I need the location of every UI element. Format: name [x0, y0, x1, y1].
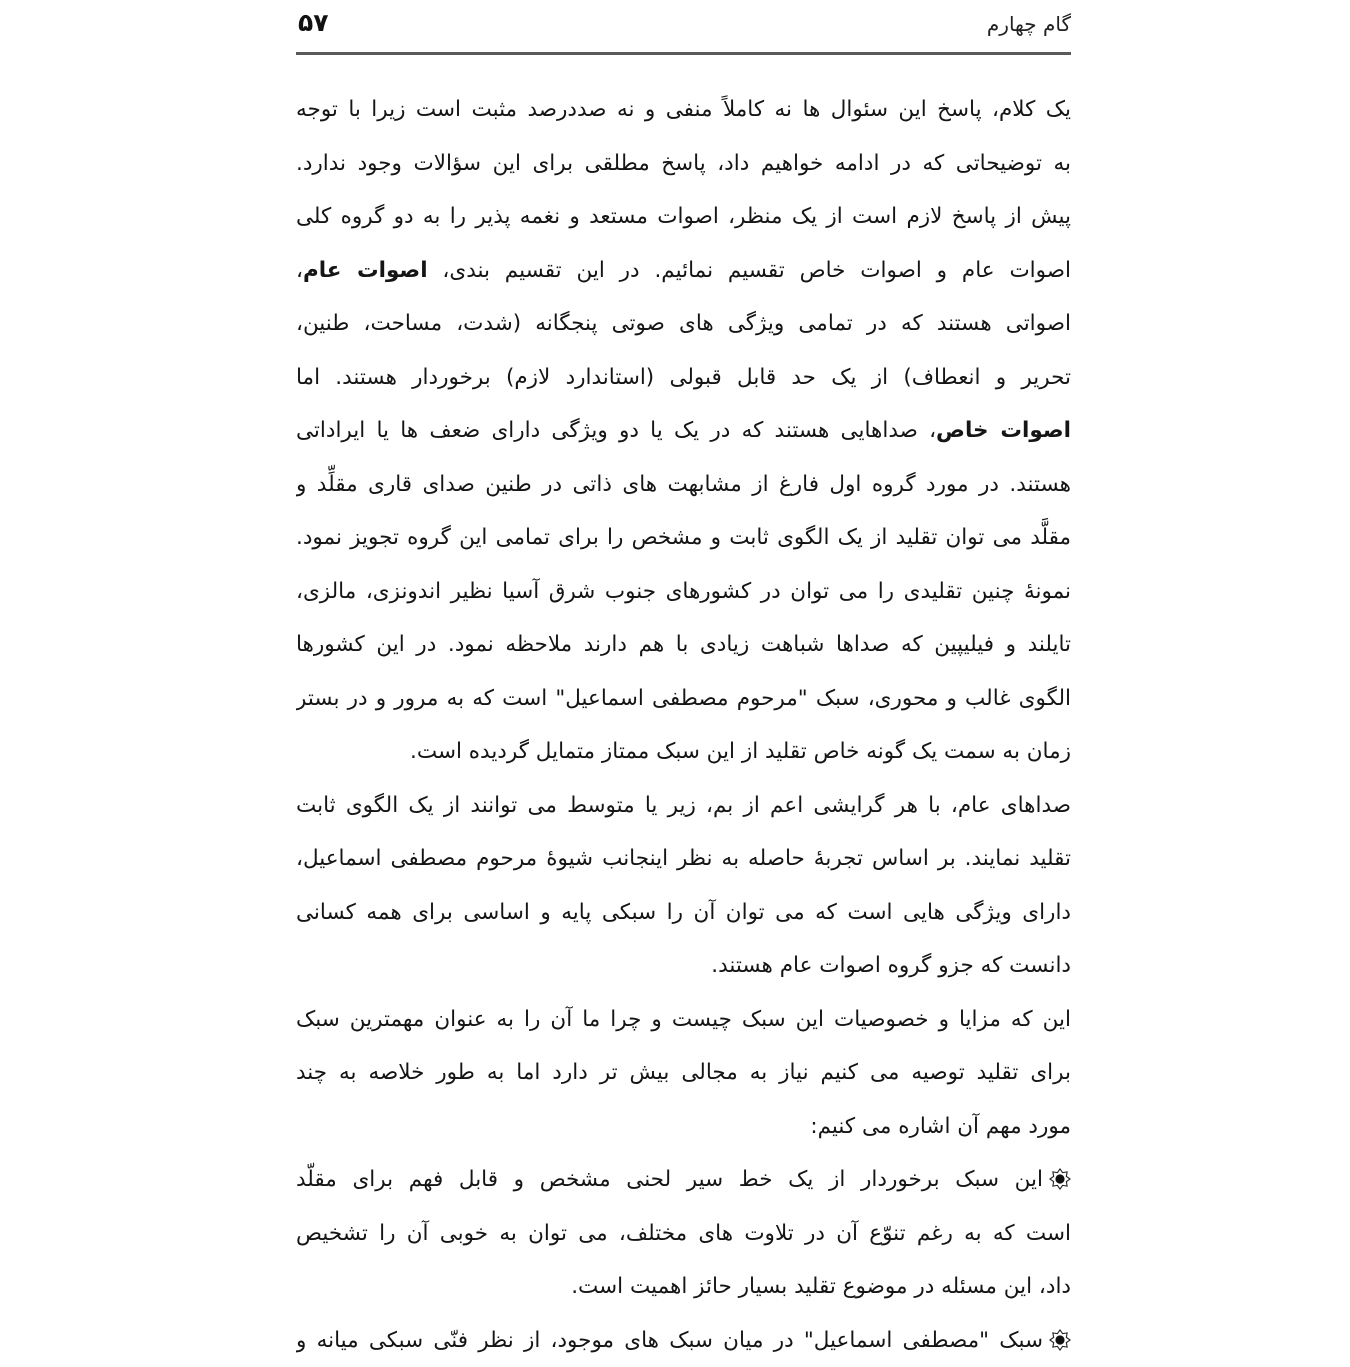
octagram-star-bullet-icon [1049, 1168, 1071, 1190]
text-line [296, 458, 1071, 512]
text-segment: داد، این مسئله در موضوع تقلید بسیار حائز اهمیت است. [571, 1274, 1071, 1299]
text-segment: الگوی غالب و محوری، سبک "مرحوم مصطفی اسماعیل" است که به مرور و در بستر [296, 686, 1071, 711]
text-segment: سبک "مصطفی اسماعیل" در میان سبک های موجود، از نظر فنّی سبکی میانه و [296, 1328, 1043, 1353]
text-segment: مقلَّد می توان تقلید از یک الگوی ثابت و مشخص را برای تمامی این گروه تجویز نمود. [296, 525, 1071, 550]
text-line [296, 1260, 1071, 1314]
text-line [296, 511, 1071, 565]
text-segment: به توضیحاتی که در ادامه خواهیم داد، پاسخ مطلقی برای این سؤالات وجود ندارد. [296, 151, 1071, 176]
text-line [296, 618, 1071, 672]
text-segment: دارای ویژگی هایی است که می توان آن را سبکی پایه و اساسی برای همه کسانی [296, 900, 1071, 925]
text-segment: اصوات عام و اصوات خاص تقسیم نمائیم. در این تقسیم بندی، [428, 258, 1071, 283]
text-line [296, 83, 1071, 137]
text-segment: تقلید نمایند. بر اساس تجربهٔ حاصله به نظر اینجانب شیوهٔ مرحوم مصطفی اسماعیل، [296, 846, 1071, 871]
text-line [296, 939, 1071, 993]
text-line [296, 832, 1071, 886]
text-line [296, 297, 1071, 351]
text-line [296, 1207, 1071, 1261]
chapter-title: گام چهارم [987, 12, 1071, 36]
bullet-line [296, 1314, 1071, 1367]
text-segment: صداهای عام، با هر گرایشی اعم از بم، زیر یا متوسط می توانند از یک الگوی ثابت [296, 793, 1071, 818]
text-segment: دانست که جزو گروه اصوات عام هستند. [711, 953, 1071, 978]
text-line [296, 137, 1071, 191]
page-header [296, 0, 1071, 55]
text-segment: زمان به سمت یک گونه خاص تقلید از این سبک ممتاز متمایل گردیده است. [410, 739, 1071, 764]
text-segment: ، صداهایی هستند که در یک یا دو ویژگی دارای ضعف ها یا ایراداتی [296, 418, 936, 443]
text-line [296, 779, 1071, 833]
bold-term: اصوات خاص [936, 418, 1071, 443]
bold-term: اصوات عام [303, 258, 428, 283]
text-line [296, 672, 1071, 726]
text-segment: برای تقلید توصیه می کنیم نیاز به مجالی بیش تر دارد اما به طور خلاصه به چند [296, 1060, 1071, 1085]
text-line [296, 886, 1071, 940]
text-segment: این سبک برخوردار از یک خط سیر لحنی مشخص و قابل فهم برای مقلّد [296, 1167, 1043, 1192]
text-line [296, 1100, 1071, 1154]
text-line [296, 404, 1071, 458]
text-segment: اصواتی هستند که در تمامی ویژگی های صوتی پنجگانه (شدت، مساحت، طنین، [296, 311, 1071, 336]
text-segment: یک کلام، پاسخ این سئوال ها نه کاملاً منفی و نه صددرصد مثبت است زیرا با توجه [296, 97, 1071, 122]
text-line [296, 725, 1071, 779]
text-line [296, 565, 1071, 619]
text-segment: تحریر و انعطاف) از یک حد قابل قبولی (استاندارد لازم) برخوردار هستند. اما [296, 365, 1071, 390]
text-segment: است که به رغم تنوّع آن در تلاوت های مختلف، می توان به خوبی آن را تشخیص [296, 1221, 1071, 1246]
book-page [296, 0, 1071, 1339]
text-segment: ، [296, 258, 303, 283]
text-line [296, 190, 1071, 244]
text-line [296, 993, 1071, 1047]
text-segment: هستند. در مورد گروه اول فارغ از مشابهت های ذاتی در طنین صدای قاری مقلِّد و [296, 472, 1071, 497]
text-segment: این که مزایا و خصوصیات این سبک چیست و چرا ما آن را به عنوان مهمترین سبک [296, 1007, 1071, 1032]
text-line [296, 351, 1071, 405]
body-text [296, 83, 1071, 1367]
text-line [296, 1046, 1071, 1100]
bullet-line [296, 1153, 1071, 1207]
text-segment: نمونهٔ چنین تقلیدی را می توان در کشورهای جنوب شرق آسیا نظیر اندونزی، مالزی، [296, 579, 1071, 604]
page-number: ۵۷ [298, 8, 329, 37]
octagram-star-bullet-icon [1049, 1329, 1071, 1351]
text-line [296, 244, 1071, 298]
text-segment: مورد مهم آن اشاره می کنیم: [810, 1114, 1071, 1139]
text-segment: تایلند و فیلیپین که صداها شباهت زیادی با هم دارند ملاحظه نمود. در این کشورها [296, 632, 1071, 657]
text-segment: پیش از پاسخ لازم است از یک منظر، اصوات مستعد و نغمه پذیر را به دو گروه کلی [296, 204, 1071, 229]
